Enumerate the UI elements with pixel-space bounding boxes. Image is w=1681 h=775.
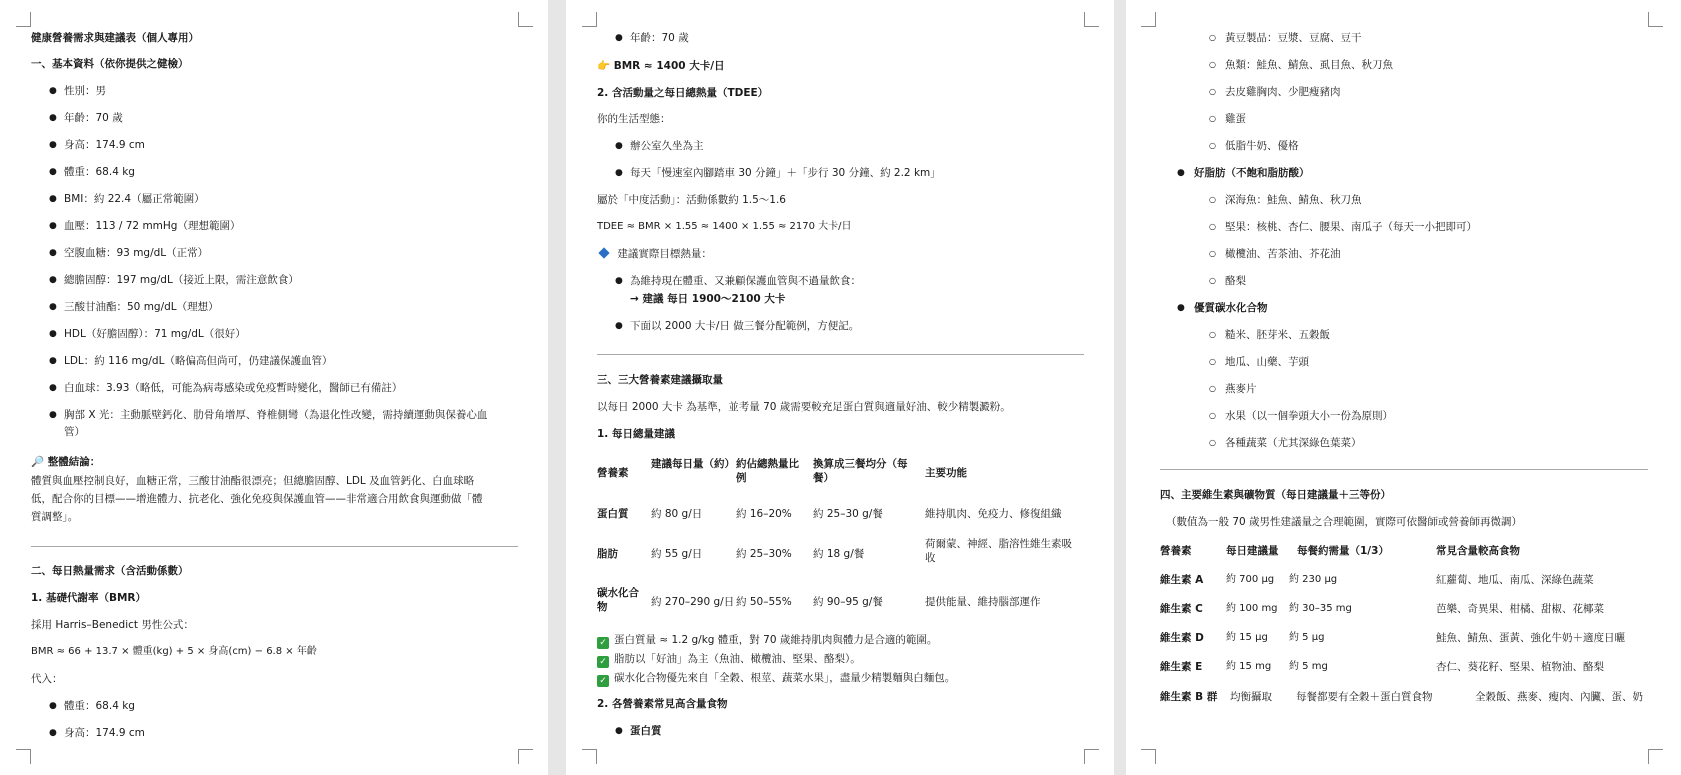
list-item[interactable]: 年齡：70 歲 [630,32,689,44]
table-cell: 鮭魚、鯖魚、蛋黃、強化牛奶＋適度日曬 [1436,632,1625,644]
magnifier-icon: 🔎 [31,456,45,468]
bullet: ○ [1209,33,1216,42]
table-cell: 提供能量、維持腦部運作 [925,596,1041,608]
list-item[interactable]: 水果（以一個拳頭大小一份為原則） [1225,410,1393,422]
bullet: ● [49,221,57,231]
list-item[interactable]: 三酸甘油酯：50 mg/dL（理想） [64,301,219,313]
list-item[interactable]: 低脂牛奶、優格 [1225,140,1299,152]
table-cell: 維生素 B 群 [1160,691,1218,703]
table-header-cell: 常見含量較高食物 [1436,545,1520,557]
bullet: ● [615,33,623,43]
paragraph-line[interactable]: 你的生活型態： [597,113,671,125]
bullet: ○ [1209,276,1216,285]
margin-mark [1084,749,1099,764]
list-item[interactable]: 下面以 2000 大卡/日 做三餐分配範例，方便記。 [630,320,860,332]
list-item[interactable]: 身高：174.9 cm [64,139,145,151]
bullet: ○ [1209,60,1216,69]
overall-heading[interactable] [31,455,100,469]
table-cell: 約 30–35 mg [1289,603,1352,614]
table-cell: 碳水化合物 [597,587,639,613]
bullet: ● [49,701,57,711]
paragraph-line[interactable]: 低，配合你的目標——增進體力、抗老化、強化免疫與保護血管——非常適合用飲食與運動做「體 [31,493,483,505]
table-header-cell: 主要功能 [925,467,967,479]
table-cell: 芭樂、奇異果、柑橘、甜椒、花椰菜 [1436,603,1604,615]
section-heading[interactable]: 一、基本資料（依你提供之健檢） [31,58,189,70]
paragraph-line[interactable]: 體質與血壓控制良好，血糖正常，三酸甘油酯很漂亮；但總膽固醇、LDL 及血管鈣化、白血球略 [31,475,475,487]
paragraph-line[interactable]: 採用 Harris–Benedict 男性公式： [31,619,194,631]
bullet: ○ [1209,330,1216,339]
table-cell: 約 5 μg [1289,632,1325,643]
table-cell: 杏仁、葵花籽、堅果、植物油、酪梨 [1436,661,1604,673]
margin-mark [1648,12,1663,27]
table-cell: 維生素 D [1160,632,1204,644]
table-cell: 約 270–290 g/日 [651,596,735,608]
bullet: ○ [1209,411,1216,420]
checkmark-icon: ✓ [597,656,609,668]
table-cell: 全穀飯、燕麥、瘦肉、內臟、蛋、奶 [1475,691,1643,703]
list-item[interactable]: 去皮雞胸肉、少肥瘦豬肉 [1225,86,1341,98]
table-cell: 約 50–55% [736,596,792,608]
bullet: ● [49,86,57,96]
list-item[interactable]: BMI：約 22.4（屬正常範圍） [64,193,205,205]
table-cell: 約 80 g/日 [651,508,703,520]
table-header-cell: 約佔總熱量比例 [736,458,799,484]
horizontal-rule [597,354,1084,355]
table-cell: 荷爾蒙、神經、脂溶性維生素吸收 [925,538,1072,564]
table-cell: 約 16–20% [736,508,792,520]
bullet: ● [49,356,57,366]
list-item[interactable]: 好脂肪（不飽和脂肪酸） [1194,167,1310,179]
list-item[interactable]: 血壓：113 / 72 mmHg（理想範圍） [64,220,241,232]
list-item[interactable]: 總膽固醇：197 mg/dL（接近上限，需注意飲食） [64,274,299,286]
paragraph-line[interactable]: 以每日 2000 大卡 為基準，並考量 70 歲需要較充足蛋白質與適量好油、較少精製澱粉。 [597,401,1011,413]
target-label: 建議實際目標熱量： [617,248,712,260]
formula-line[interactable]: BMR ≈ 66 + 13.7 × 體重(kg) + 5 × 身高(cm) − 6.8 × 年齡 [31,646,317,657]
list-item[interactable]: 每天「慢速室內腳踏車 30 分鐘」＋「步行 30 分鐘、約 2.2 km」 [630,167,941,179]
document-title[interactable]: 健康營養需求與建議表（個人專用） [31,32,199,44]
margin-mark [518,12,533,27]
table-cell: 約 25–30% [736,548,792,560]
table-cell: 每餐都要有全穀＋蛋白質食物 [1296,691,1433,703]
bullet: ● [49,302,57,312]
check-text: 脂肪以「好油」為主（魚油、橄欖油、堅果、酪梨）。 [614,653,861,665]
table-cell: 維生素 C [1160,603,1203,615]
list-item[interactable]: 年齡：70 歲 [64,112,123,124]
bmr-result-line[interactable] [597,59,725,73]
section-heading[interactable]: 四、主要維生素與礦物質（每日建議量＋三等份） [1160,489,1391,501]
diamond-icon [598,247,609,258]
list-item[interactable]: 糙米、胚芽米、五穀飯 [1225,329,1330,341]
subsection-heading[interactable]: 2. 各營養素常見高含量食物 [597,698,728,710]
table-header-cell: 營養素 [1160,545,1192,557]
table-header-cell: 換算成三餐均分（每餐） [813,458,908,484]
target-heading[interactable] [597,247,712,261]
bullet: ● [49,113,57,123]
margin-mark [582,12,597,27]
subsection-heading[interactable]: 1. 基礎代謝率（BMR） [31,592,146,604]
margin-mark [1084,12,1099,27]
margin-mark [16,12,31,27]
table-cell: 約 230 μg [1289,574,1338,585]
table-cell: 紅蘿蔔、地瓜、南瓜、深綠色蔬菜 [1436,574,1594,586]
bullet: ● [49,383,57,393]
bullet: ● [1177,168,1185,178]
bullet: ○ [1209,87,1216,96]
table-header-cell: 營養素 [597,467,629,479]
check-item[interactable] [597,633,937,649]
section-heading[interactable]: 三、三大營養素建議攝取量 [597,374,723,386]
table-cell: 約 18 g/餐 [813,548,865,560]
bullet: ● [49,167,57,177]
bullet: ● [49,140,57,150]
table-cell: 維生素 A [1160,574,1204,586]
bullet: ● [615,141,623,151]
list-item[interactable]: 為維持現在體重、又兼顧保護血管與不過量飲食： [630,275,861,287]
bullet: ○ [1209,438,1216,447]
table-cell: 約 15 mg [1226,661,1272,672]
bullet: ○ [1209,114,1216,123]
subsection-heading[interactable]: 1. 每日總量建議 [597,428,675,440]
bullet: ○ [1209,384,1216,393]
bullet: ● [615,726,623,736]
list-item[interactable]: 優質碳水化合物 [1194,302,1268,314]
bullet: ○ [1209,222,1216,231]
document-page-3 [1126,0,1681,775]
document-page-1 [0,0,548,775]
bullet: ● [49,410,57,420]
check-item[interactable] [597,671,955,687]
list-item[interactable]: 蛋白質 [630,725,662,737]
list-item[interactable]: 各種蔬菜（尤其深綠色葉菜） [1225,437,1362,449]
list-item[interactable]: 深海魚：鮭魚、鯖魚、秋刀魚 [1225,194,1362,206]
list-item[interactable]: 燕麥片 [1225,383,1257,395]
list-item[interactable]: HDL（好膽固醇）：71 mg/dL（很好） [64,328,246,340]
table-header-cell: 每餐約需量（1/3） [1297,545,1389,557]
table-cell: 約 5 mg [1289,661,1328,672]
bullet: ● [49,194,57,204]
bullet: ● [615,321,623,331]
table-cell: 約 55 g/日 [651,548,703,560]
bullet: ● [615,168,623,178]
subsection-heading[interactable]: 2. 含活動量之每日總熱量（TDEE） [597,87,769,99]
bullet: ● [49,329,57,339]
list-item[interactable]: 黃豆製品：豆漿、豆腐、豆干 [1225,32,1362,44]
list-item[interactable]: 酪梨 [1225,275,1246,287]
list-item[interactable]: 地瓜、山藥、芋頭 [1225,356,1309,368]
table-cell: 約 15 μg [1226,632,1268,643]
paragraph-line[interactable]: 代入： [31,673,63,685]
checkmark-icon: ✓ [597,637,609,649]
table-cell: 蛋白質 [597,508,629,520]
list-item[interactable]: 身高：174.9 cm [64,727,145,739]
overall-label: 整體結論： [47,456,101,468]
check-text: 碳水化合物優先來自「全穀、根莖、蔬菜水果」，盡量少精製麵與白麵包。 [614,672,956,684]
margin-mark [518,749,533,764]
list-item[interactable]: 辦公室久坐為主 [630,140,704,152]
bullet: ● [49,275,57,285]
pointing-hand-icon: 👉 [597,60,611,72]
table-cell: 維持肌肉、免疫力、修復組織 [925,508,1062,520]
list-item[interactable]: 空腹血糖：93 mg/dL（正常） [64,247,209,259]
list-item[interactable]: 橄欖油、苦茶油、芥花油 [1225,248,1341,260]
list-item[interactable]: 魚類：鮭魚、鯖魚、虱目魚、秋刀魚 [1225,59,1393,71]
list-item[interactable]: 白血球：3.93（略低，可能為病毒感染或免疫暫時變化，醫師已有備註） [64,382,403,394]
table-cell: 約 25–30 g/餐 [813,508,883,520]
checkmark-icon: ✓ [597,675,609,687]
bmr-result: BMR ≈ 1400 大卡/日 [613,60,725,72]
table-cell: 維生素 E [1160,661,1203,673]
margin-mark [1648,749,1663,764]
paragraph-line[interactable]: 質調整」。 [31,511,79,523]
paragraph-line[interactable]: 屬於「中度活動」：活動係數約 1.5～1.6 [597,194,786,206]
bullet: ○ [1209,249,1216,258]
list-item[interactable]: 堅果：核桃、杏仁、腰果、南瓜子（每天一小把即可） [1225,221,1477,233]
table-cell: 脂肪 [597,548,618,560]
table-cell: 均衡攝取 [1230,691,1272,703]
check-item[interactable] [597,652,861,668]
table-cell: 約 100 mg [1226,603,1278,614]
margin-mark [1141,749,1156,764]
table-cell: 約 700 μg [1226,574,1275,585]
horizontal-rule [1160,469,1648,470]
list-item[interactable]: 性別：男 [64,85,106,97]
list-item[interactable]: 體重：68.4 kg [64,700,135,712]
bullet: ○ [1209,141,1216,150]
table-cell: 約 90–95 g/餐 [813,596,883,608]
list-item[interactable]: 體重：68.4 kg [64,166,135,178]
table-header-cell: 每日建議量 [1226,545,1279,557]
section-heading[interactable]: 二、每日熱量需求（含活動係數） [31,565,189,577]
list-item[interactable]: 胸部 X 光：主動脈壁鈣化、肋骨角增厚、脊椎側彎（為退化性改變，需持續運動與保養心血 [64,409,488,421]
check-text: 蛋白質量 ≈ 1.2 g/kg 體重，對 70 歲維持肌肉與體力是合適的範圍。 [614,634,938,646]
margin-mark [582,749,597,764]
list-item-continuation[interactable]: 管） [64,426,85,438]
formula-line[interactable]: TDEE ≈ BMR × 1.55 ≈ 1400 × 1.55 ≈ 2170 大卡/日 [597,221,852,232]
horizontal-rule [31,546,518,547]
margin-mark [1141,12,1156,27]
bullet: ● [615,276,623,286]
bullet: ○ [1209,195,1216,204]
paragraph-line[interactable]: （數值為一般 70 歲男性建議量之合理範圍，實際可依醫師或營養師再微調） [1166,516,1523,528]
list-item-sub[interactable]: → 建議 每日 1900～2100 大卡 [630,293,786,305]
bullet: ● [1177,303,1185,313]
list-item[interactable]: 雞蛋 [1225,113,1246,125]
table-header-cell: 建議每日量（約） [651,458,735,470]
bullet: ○ [1209,357,1216,366]
list-item[interactable]: LDL：約 116 mg/dL（略偏高但尚可，仍建議保護血管） [64,355,333,367]
bullet: ● [49,248,57,258]
margin-mark [16,749,31,764]
document-page-2 [566,0,1114,775]
bullet: ● [49,728,57,738]
